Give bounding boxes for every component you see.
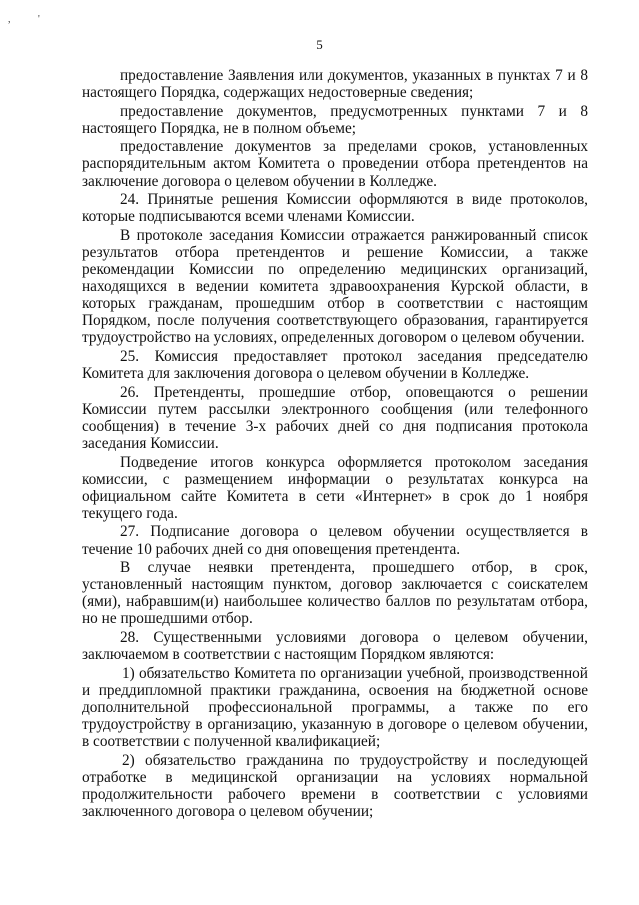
- paragraph-item-27: 27. Подписание договора о целевом обучении осуществляется в течение 10 рабочих дней со дня оповещения претендента.: [82, 523, 588, 558]
- paragraph: В протоколе заседания Комиссии отражается ранжированный список результатов отбора претендентов и решение Комиссии, а также рекомендации Комиссии по определению медицинских организаций, находящихся в ведении комитета здравоохранения Курской области, в которых гражданам, прошедшим отбор в соответствии с настоящим Порядком, после получения соответствующего образования, гарантируется трудоустройство на условиях, определенных договором о целевом обучении.: [82, 226, 588, 347]
- paragraph: предоставление Заявления или документов, указанных в пунктах 7 и 8 настоящего Порядка, содержащих недостоверные сведения;: [82, 67, 588, 102]
- list-item: 2) обязательство гражданина по трудоустройству и последующей отработке в медицинской организации на условиях нормальной продолжительности рабочего времени в соответствии с условиями заключенного договора о целевом обучении;: [82, 751, 588, 820]
- paragraph-item-24: 24. Принятые решения Комиссии оформляются в виде протоколов, которые подписываются всеми членами Комиссии.: [82, 191, 588, 226]
- paragraph: В случае неявки претендента, прошедшего отбор, в срок, установленный настоящим пунктом, договор заключается с соискателем (ями), набравшим(и) наибольшее количество баллов по результатам отбора, но не прошедшими отбор.: [82, 559, 588, 628]
- paragraph-item-28: 28. Существенными условиями договора о целевом обучении, заключаемом в соответствии с настоящим Порядком являются:: [82, 629, 588, 664]
- paragraph: Подведение итогов конкурса оформляется протоколом заседания комиссии, с размещением информации о результатах конкурса на официальном сайте Комитета в сети «Интернет» в срок до 1 ноября текущего года.: [82, 453, 588, 522]
- scan-mark: ,: [8, 14, 11, 25]
- document-body: [82, 67, 588, 822]
- page-number: 5: [316, 37, 323, 52]
- paragraph: предоставление документов за пределами сроков, установленных распорядительным актом Комитета о проведении отбора претендентов на заключение договора о целевом обучении в Колледже.: [82, 138, 588, 190]
- paragraph-item-25: 25. Комиссия предоставляет протокол заседания председателю Комитета для заключения договора о целевом обучении в Колледже.: [82, 348, 588, 383]
- scan-mark: ': [38, 14, 40, 25]
- paragraph-item-26: 26. Претенденты, прошедшие отбор, оповещаются о решении Комиссии путем рассылки электронного сообщения (или телефонного сообщения) в течение 3-х рабочих дней со дня подписания протокола заседания Комиссии.: [82, 383, 588, 452]
- paragraph: предоставление документов, предусмотренных пунктами 7 и 8 настоящего Порядка, не в полном объеме;: [82, 102, 588, 137]
- list-item: 1) обязательство Комитета по организации учебной, производственной и преддипломной практики гражданина, освоения на бюджетной основе дополнительной профессиональной программы, а также по его трудоустройству в организацию, указанную в договоре о целевом обучении, в соответствии с полученной квалификацией;: [82, 664, 588, 751]
